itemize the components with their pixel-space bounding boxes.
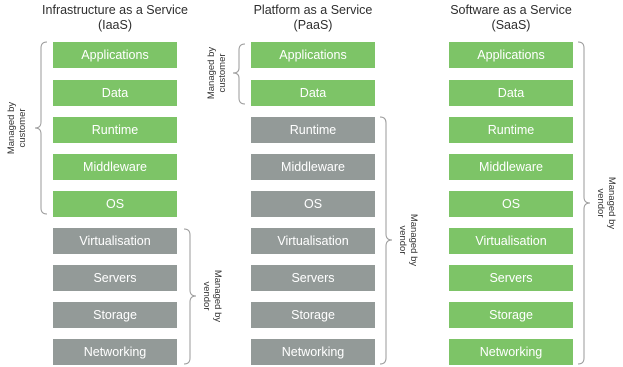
iaas-title-line2: (IaaS) bbox=[97, 18, 133, 32]
paas-vendor-brace bbox=[380, 117, 392, 364]
iaas-layer-runtime: Runtime bbox=[53, 117, 177, 143]
paas-layer-servers: Servers bbox=[251, 265, 375, 291]
saas-layer-servers: Servers bbox=[449, 265, 573, 291]
iaas-layer-networking: Networking bbox=[53, 339, 177, 365]
iaas-layer-storage: Storage bbox=[53, 302, 177, 328]
saas-vendor-label: Managed by vendor bbox=[595, 176, 617, 230]
saas-layer-virtualisation: Virtualisation bbox=[449, 228, 573, 254]
iaas-layer-data: Data bbox=[53, 80, 177, 106]
paas-layer-storage: Storage bbox=[251, 302, 375, 328]
iaas-title-line1: Infrastructure as a Service bbox=[42, 3, 188, 17]
iaas-layer-middleware: Middleware bbox=[53, 154, 177, 180]
saas-title-line1: Software as a Service bbox=[450, 3, 572, 17]
iaas-layer-servers: Servers bbox=[53, 265, 177, 291]
paas-customer-brace bbox=[233, 44, 245, 104]
saas-layer-storage: Storage bbox=[449, 302, 573, 328]
saas-layer-middleware: Middleware bbox=[449, 154, 573, 180]
paas-customer-label: Managed by customer bbox=[206, 46, 228, 100]
saas-vendor-brace bbox=[578, 42, 590, 364]
paas-title-line2: (PaaS) bbox=[293, 18, 333, 32]
paas-layer-virtualisation: Virtualisation bbox=[251, 228, 375, 254]
paas-layer-middleware: Middleware bbox=[251, 154, 375, 180]
iaas-layer-virtualisation: Virtualisation bbox=[53, 228, 177, 254]
iaas-customer-label: Managed by customer bbox=[6, 101, 28, 155]
paas-title-line1: Platform as a Service bbox=[253, 3, 373, 17]
paas-layer-applications: Applications bbox=[251, 42, 375, 68]
paas-layer-os: OS bbox=[251, 191, 375, 217]
iaas-vendor-brace bbox=[184, 229, 196, 364]
iaas-vendor-label: Managed by vendor bbox=[201, 269, 223, 323]
saas-layer-os: OS bbox=[449, 191, 573, 217]
paas-vendor-label: Managed by vendor bbox=[397, 213, 419, 267]
paas-layer-networking: Networking bbox=[251, 339, 375, 365]
saas-layer-runtime: Runtime bbox=[449, 117, 573, 143]
saas-layer-networking: Networking bbox=[449, 339, 573, 365]
saas-layer-data: Data bbox=[449, 80, 573, 106]
iaas-layer-applications: Applications bbox=[53, 42, 177, 68]
paas-layer-runtime: Runtime bbox=[251, 117, 375, 143]
saas-layer-applications: Applications bbox=[449, 42, 573, 68]
iaas-layer-os: OS bbox=[53, 191, 177, 217]
iaas-customer-brace bbox=[35, 42, 47, 214]
paas-layer-data: Data bbox=[251, 80, 375, 106]
saas-title-line2: (SaaS) bbox=[491, 18, 531, 32]
